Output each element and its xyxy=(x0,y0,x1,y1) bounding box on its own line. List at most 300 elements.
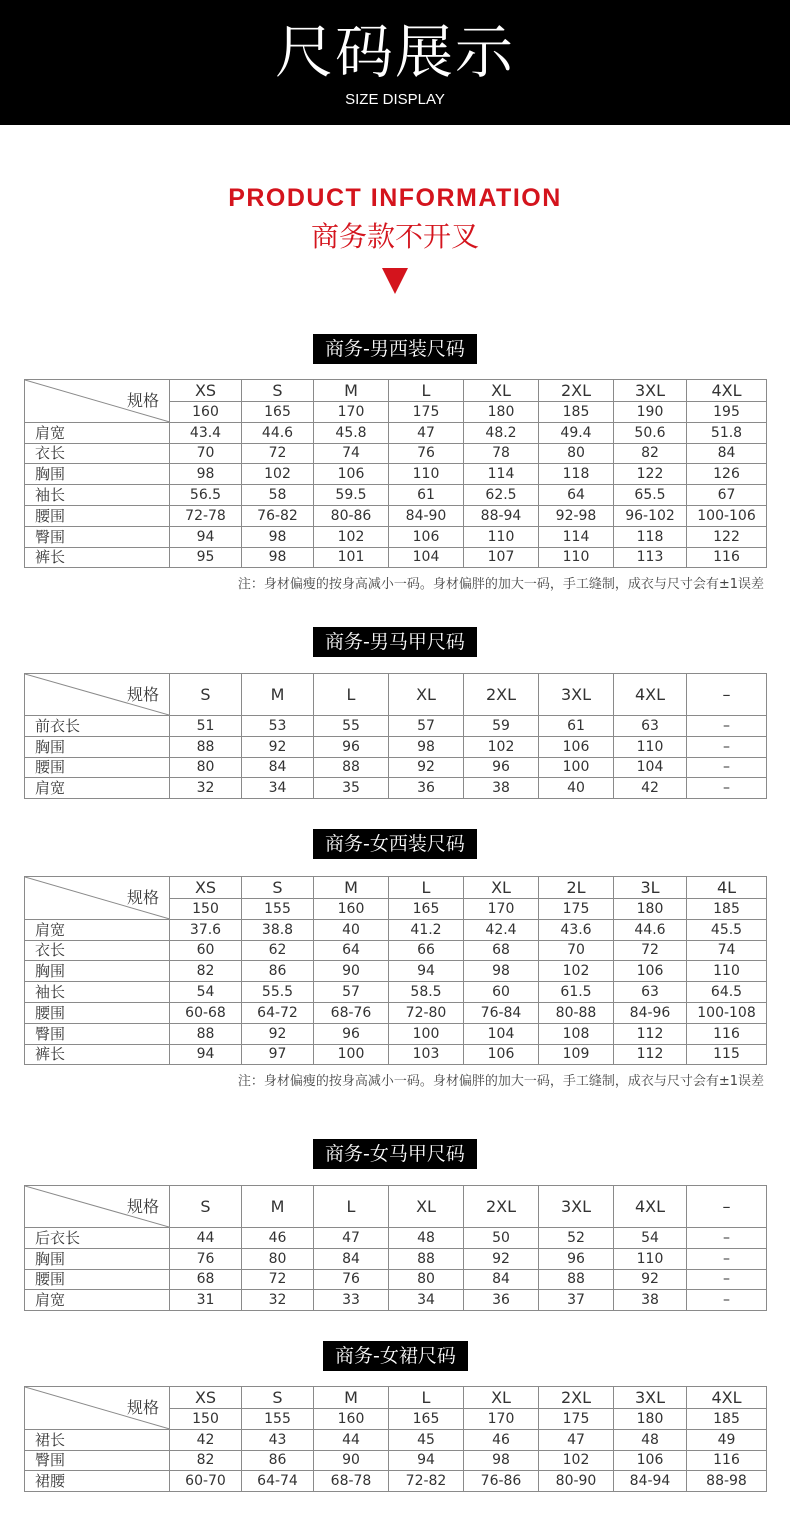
value-cell: 116 xyxy=(687,1450,767,1471)
value-cell: 68 xyxy=(170,1269,242,1290)
spec-label: 规格 xyxy=(126,887,159,907)
height-cell: 160 xyxy=(170,402,242,423)
size-cell: XS xyxy=(170,1387,242,1409)
value-cell: – xyxy=(687,1290,767,1311)
value-cell: 126 xyxy=(687,464,767,485)
row-label: 腰围 xyxy=(25,757,170,778)
value-cell: 100-108 xyxy=(687,1002,767,1023)
value-cell: 102 xyxy=(242,464,314,485)
spec-corner-cell xyxy=(25,1186,170,1228)
value-cell: 92 xyxy=(389,757,464,778)
value-cell: 65.5 xyxy=(614,485,687,506)
size-cell: 3XL xyxy=(539,1186,614,1228)
size-cell: M xyxy=(242,674,314,716)
value-cell: 56.5 xyxy=(170,485,242,506)
row-label: 臀围 xyxy=(25,526,170,547)
value-cell: 54 xyxy=(614,1228,687,1249)
value-cell: 92 xyxy=(464,1248,539,1269)
product-information-heading: PRODUCT INFORMATION xyxy=(228,184,562,212)
value-cell: 40 xyxy=(314,919,389,940)
value-cell: 76-84 xyxy=(464,1002,539,1023)
value-cell: 104 xyxy=(614,757,687,778)
table-row xyxy=(25,736,767,757)
height-cell: 185 xyxy=(539,402,614,423)
value-cell: 94 xyxy=(170,526,242,547)
value-cell: 60 xyxy=(170,940,242,961)
value-cell: 114 xyxy=(464,464,539,485)
value-cell: 84-96 xyxy=(614,1002,687,1023)
height-cell: 190 xyxy=(614,402,687,423)
row-label: 胸围 xyxy=(25,1248,170,1269)
table-row xyxy=(25,757,767,778)
row-label: 胸围 xyxy=(25,736,170,757)
value-cell: 90 xyxy=(314,961,389,982)
value-cell: 88 xyxy=(539,1269,614,1290)
size-cell: M xyxy=(314,380,389,402)
row-label: 裤长 xyxy=(25,1044,170,1065)
value-cell: 72 xyxy=(242,1269,314,1290)
table-row xyxy=(25,1248,767,1269)
value-cell: 110 xyxy=(687,961,767,982)
value-cell: 38 xyxy=(614,1290,687,1311)
value-cell: 31 xyxy=(170,1290,242,1311)
row-label: 衣长 xyxy=(25,443,170,464)
value-cell: 116 xyxy=(687,547,767,568)
value-cell: – xyxy=(687,757,767,778)
value-cell: 46 xyxy=(242,1228,314,1249)
value-cell: 106 xyxy=(614,961,687,982)
value-cell: 90 xyxy=(314,1450,389,1471)
value-cell: 110 xyxy=(389,464,464,485)
value-cell: 80 xyxy=(170,757,242,778)
spec-corner-cell xyxy=(25,380,170,423)
table-row xyxy=(25,1471,767,1492)
value-cell: 76-86 xyxy=(464,1471,539,1492)
value-cell: 55.5 xyxy=(242,982,314,1003)
spec-corner-cell xyxy=(25,1387,170,1430)
value-cell: 32 xyxy=(242,1290,314,1311)
value-cell: 84 xyxy=(314,1248,389,1269)
value-cell: 80 xyxy=(539,443,614,464)
spec-label: 规格 xyxy=(126,684,159,704)
value-cell: 88-94 xyxy=(464,505,539,526)
value-cell: 104 xyxy=(389,547,464,568)
value-cell: 44.6 xyxy=(614,919,687,940)
value-cell: 48.2 xyxy=(464,422,539,443)
value-cell: 45.8 xyxy=(314,422,389,443)
size-cell: 2XL xyxy=(464,1186,539,1228)
value-cell: 61 xyxy=(389,485,464,506)
size-cell: M xyxy=(242,1186,314,1228)
size-cell: L xyxy=(389,380,464,402)
value-cell: 49.4 xyxy=(539,422,614,443)
value-cell: 109 xyxy=(539,1044,614,1065)
value-cell: 59 xyxy=(464,716,539,737)
table-row xyxy=(25,961,767,982)
size-cell: 2XL xyxy=(464,674,539,716)
value-cell: 42.4 xyxy=(464,919,539,940)
value-cell: 72-82 xyxy=(389,1471,464,1492)
height-cell: 175 xyxy=(539,899,614,920)
value-cell: 44.6 xyxy=(242,422,314,443)
row-label: 胸围 xyxy=(25,961,170,982)
size-cell: 4XL xyxy=(614,674,687,716)
value-cell: 88 xyxy=(314,757,389,778)
row-label: 前衣长 xyxy=(25,716,170,737)
table-row xyxy=(25,464,767,485)
size-cell: 2XL xyxy=(539,380,614,402)
value-cell: 38.8 xyxy=(242,919,314,940)
value-cell: 88-98 xyxy=(687,1471,767,1492)
value-cell: 80 xyxy=(242,1248,314,1269)
size-cell: 3XL xyxy=(614,380,687,402)
value-cell: 51 xyxy=(170,716,242,737)
table-row xyxy=(25,1450,767,1471)
height-cell: 180 xyxy=(614,899,687,920)
row-label: 胸围 xyxy=(25,464,170,485)
table-row xyxy=(25,1002,767,1023)
value-cell: 48 xyxy=(614,1429,687,1450)
table-row xyxy=(25,1044,767,1065)
height-cell: 165 xyxy=(389,899,464,920)
value-cell: 108 xyxy=(539,1023,614,1044)
value-cell: 112 xyxy=(614,1044,687,1065)
value-cell: 33 xyxy=(314,1290,389,1311)
value-cell: – xyxy=(687,716,767,737)
value-cell: 102 xyxy=(314,526,389,547)
value-cell: 62 xyxy=(242,940,314,961)
value-cell: 37.6 xyxy=(170,919,242,940)
value-cell: 61 xyxy=(539,716,614,737)
height-cell: 155 xyxy=(242,1409,314,1430)
value-cell: 64 xyxy=(539,485,614,506)
size-header-row xyxy=(25,380,767,402)
value-cell: 52 xyxy=(539,1228,614,1249)
row-label: 臀围 xyxy=(25,1450,170,1471)
value-cell: 84-90 xyxy=(389,505,464,526)
value-cell: 70 xyxy=(539,940,614,961)
height-cell: 160 xyxy=(314,899,389,920)
size-cell: 4XL xyxy=(687,380,767,402)
row-label: 腰围 xyxy=(25,505,170,526)
value-cell: 61.5 xyxy=(539,982,614,1003)
table-row xyxy=(25,778,767,799)
row-label: 肩宽 xyxy=(25,1290,170,1311)
value-cell: 42 xyxy=(614,778,687,799)
value-cell: 118 xyxy=(539,464,614,485)
size-cell: 3XL xyxy=(539,674,614,716)
size-cell: S xyxy=(170,674,242,716)
value-cell: 96-102 xyxy=(614,505,687,526)
top-banner xyxy=(0,0,790,125)
size-cell: XL xyxy=(389,674,464,716)
value-cell: 92-98 xyxy=(539,505,614,526)
value-cell: 86 xyxy=(242,1450,314,1471)
value-cell: 96 xyxy=(539,1248,614,1269)
value-cell: 43.4 xyxy=(170,422,242,443)
height-cell: 155 xyxy=(242,899,314,920)
row-label: 腰围 xyxy=(25,1269,170,1290)
value-cell: 84 xyxy=(687,443,767,464)
value-cell: 110 xyxy=(539,547,614,568)
value-cell: 64-74 xyxy=(242,1471,314,1492)
height-cell: 150 xyxy=(170,899,242,920)
value-cell: 100-106 xyxy=(687,505,767,526)
value-cell: 110 xyxy=(614,1248,687,1269)
value-cell: 70 xyxy=(170,443,242,464)
value-cell: 64 xyxy=(314,940,389,961)
value-cell: 43.6 xyxy=(539,919,614,940)
page-title: 尺码展示 xyxy=(274,18,515,86)
value-cell: 58 xyxy=(242,485,314,506)
down-triangle-icon xyxy=(382,268,408,294)
value-cell: 49 xyxy=(687,1429,767,1450)
height-cell: 195 xyxy=(687,402,767,423)
value-cell: 86 xyxy=(242,961,314,982)
value-cell: 118 xyxy=(614,526,687,547)
spec-label: 规格 xyxy=(126,1397,159,1417)
value-cell: – xyxy=(687,1269,767,1290)
row-label: 肩宽 xyxy=(25,422,170,443)
value-cell: 114 xyxy=(539,526,614,547)
section-title: 商务-女马甲尺码 xyxy=(313,1139,477,1169)
value-cell: 110 xyxy=(464,526,539,547)
size-header-row xyxy=(25,1186,767,1228)
value-cell: 46 xyxy=(464,1429,539,1450)
section-title: 商务-男马甲尺码 xyxy=(313,627,477,657)
value-cell: 80-88 xyxy=(539,1002,614,1023)
value-cell: 63 xyxy=(614,982,687,1003)
height-cell: 175 xyxy=(539,1409,614,1430)
value-cell: 103 xyxy=(389,1044,464,1065)
value-cell: 44 xyxy=(170,1228,242,1249)
value-cell: 102 xyxy=(539,961,614,982)
value-cell: 98 xyxy=(242,526,314,547)
size-header-row xyxy=(25,674,767,716)
value-cell: 100 xyxy=(314,1044,389,1065)
value-cell: 100 xyxy=(539,757,614,778)
value-cell: 104 xyxy=(464,1023,539,1044)
value-cell: 106 xyxy=(389,526,464,547)
value-cell: 37 xyxy=(539,1290,614,1311)
size-note: 注：身材偏瘦的按身高减小一码。身材偏胖的加大一码，手工缝制，成衣与尺寸会有±1误差 xyxy=(237,1074,764,1089)
size-cell: 2L xyxy=(539,877,614,899)
value-cell: 98 xyxy=(464,1450,539,1471)
row-label: 后衣长 xyxy=(25,1228,170,1249)
value-cell: 115 xyxy=(687,1044,767,1065)
height-cell: 170 xyxy=(464,899,539,920)
value-cell: 84 xyxy=(242,757,314,778)
row-label: 肩宽 xyxy=(25,778,170,799)
value-cell: 122 xyxy=(687,526,767,547)
value-cell: 80-90 xyxy=(539,1471,614,1492)
value-cell: 38 xyxy=(464,778,539,799)
value-cell: 68-78 xyxy=(314,1471,389,1492)
value-cell: 94 xyxy=(389,961,464,982)
value-cell: 113 xyxy=(614,547,687,568)
value-cell: 48 xyxy=(389,1228,464,1249)
height-cell: 165 xyxy=(242,402,314,423)
value-cell: 92 xyxy=(614,1269,687,1290)
height-cell: 185 xyxy=(687,899,767,920)
value-cell: 106 xyxy=(539,736,614,757)
value-cell: 102 xyxy=(539,1450,614,1471)
value-cell: 72 xyxy=(242,443,314,464)
value-cell: 62.5 xyxy=(464,485,539,506)
value-cell: 55 xyxy=(314,716,389,737)
value-cell: 76 xyxy=(389,443,464,464)
value-cell: 40 xyxy=(539,778,614,799)
size-cell: S xyxy=(242,380,314,402)
height-cell: 160 xyxy=(314,1409,389,1430)
table-row xyxy=(25,1228,767,1249)
value-cell: 53 xyxy=(242,716,314,737)
size-cell: 4XL xyxy=(687,1387,767,1409)
section-title: 商务-女裙尺码 xyxy=(323,1341,468,1371)
value-cell: 51.8 xyxy=(687,422,767,443)
value-cell: 76 xyxy=(314,1269,389,1290)
height-cell: 175 xyxy=(389,402,464,423)
size-cell: – xyxy=(687,1186,767,1228)
value-cell: 100 xyxy=(389,1023,464,1044)
size-cell: XL xyxy=(464,380,539,402)
value-cell: 44 xyxy=(314,1429,389,1450)
spec-label: 规格 xyxy=(126,390,159,410)
value-cell: 98 xyxy=(242,547,314,568)
size-cell: 4L xyxy=(687,877,767,899)
row-label: 裙腰 xyxy=(25,1471,170,1492)
size-header-row xyxy=(25,877,767,899)
value-cell: 72-80 xyxy=(389,1002,464,1023)
value-cell: 94 xyxy=(389,1450,464,1471)
value-cell: 47 xyxy=(314,1228,389,1249)
height-cell: 170 xyxy=(314,402,389,423)
value-cell: 102 xyxy=(464,736,539,757)
height-cell: 180 xyxy=(614,1409,687,1430)
size-table xyxy=(24,673,767,799)
value-cell: 60-70 xyxy=(170,1471,242,1492)
value-cell: 45 xyxy=(389,1429,464,1450)
value-cell: 66 xyxy=(389,940,464,961)
row-label: 臀围 xyxy=(25,1023,170,1044)
value-cell: – xyxy=(687,778,767,799)
spec-label: 规格 xyxy=(126,1196,159,1216)
value-cell: 116 xyxy=(687,1023,767,1044)
value-cell: 64.5 xyxy=(687,982,767,1003)
size-cell: S xyxy=(170,1186,242,1228)
page-subtitle: SIZE DISPLAY xyxy=(345,91,445,108)
value-cell: 110 xyxy=(614,736,687,757)
value-cell: – xyxy=(687,1228,767,1249)
table-row xyxy=(25,982,767,1003)
value-cell: 74 xyxy=(314,443,389,464)
size-cell: 2XL xyxy=(539,1387,614,1409)
table-row xyxy=(25,1429,767,1450)
value-cell: 78 xyxy=(464,443,539,464)
value-cell: 96 xyxy=(314,1023,389,1044)
value-cell: 60 xyxy=(464,982,539,1003)
spec-corner-cell xyxy=(25,674,170,716)
value-cell: 112 xyxy=(614,1023,687,1044)
value-cell: 76-82 xyxy=(242,505,314,526)
size-cell: XS xyxy=(170,380,242,402)
value-cell: 50.6 xyxy=(614,422,687,443)
value-cell: 43 xyxy=(242,1429,314,1450)
value-cell: 84 xyxy=(464,1269,539,1290)
size-cell: 4XL xyxy=(614,1186,687,1228)
value-cell: 92 xyxy=(242,1023,314,1044)
value-cell: 45.5 xyxy=(687,919,767,940)
value-cell: 54 xyxy=(170,982,242,1003)
size-cell: L xyxy=(389,877,464,899)
value-cell: – xyxy=(687,736,767,757)
section-title: 商务-女西装尺码 xyxy=(313,829,477,859)
value-cell: 35 xyxy=(314,778,389,799)
value-cell: 47 xyxy=(389,422,464,443)
table-row xyxy=(25,1269,767,1290)
row-label: 袖长 xyxy=(25,485,170,506)
value-cell: 106 xyxy=(614,1450,687,1471)
value-cell: 98 xyxy=(170,464,242,485)
table-row xyxy=(25,485,767,506)
value-cell: 32 xyxy=(170,778,242,799)
table-row xyxy=(25,1023,767,1044)
size-cell: 3XL xyxy=(614,1387,687,1409)
value-cell: 34 xyxy=(389,1290,464,1311)
value-cell: 107 xyxy=(464,547,539,568)
size-cell: XL xyxy=(389,1186,464,1228)
size-cell: L xyxy=(314,1186,389,1228)
value-cell: 72 xyxy=(614,940,687,961)
table-row xyxy=(25,443,767,464)
value-cell: 58.5 xyxy=(389,982,464,1003)
height-cell: 170 xyxy=(464,1409,539,1430)
value-cell: 42 xyxy=(170,1429,242,1450)
value-cell: 50 xyxy=(464,1228,539,1249)
height-cell: 150 xyxy=(170,1409,242,1430)
value-cell: 72-78 xyxy=(170,505,242,526)
table-row xyxy=(25,919,767,940)
value-cell: 34 xyxy=(242,778,314,799)
value-cell: 36 xyxy=(389,778,464,799)
size-cell: L xyxy=(314,674,389,716)
row-label: 衣长 xyxy=(25,940,170,961)
size-cell: XS xyxy=(170,877,242,899)
value-cell: 59.5 xyxy=(314,485,389,506)
value-cell: 98 xyxy=(464,961,539,982)
value-cell: 96 xyxy=(464,757,539,778)
row-label: 裤长 xyxy=(25,547,170,568)
table-row xyxy=(25,547,767,568)
size-cell: 3L xyxy=(614,877,687,899)
value-cell: 92 xyxy=(242,736,314,757)
size-cell: – xyxy=(687,674,767,716)
value-cell: 95 xyxy=(170,547,242,568)
table-row xyxy=(25,1290,767,1311)
height-cell: 165 xyxy=(389,1409,464,1430)
value-cell: 106 xyxy=(464,1044,539,1065)
value-cell: 82 xyxy=(170,961,242,982)
table-row xyxy=(25,505,767,526)
value-cell: 98 xyxy=(389,736,464,757)
value-cell: 122 xyxy=(614,464,687,485)
row-label: 腰围 xyxy=(25,1002,170,1023)
value-cell: 82 xyxy=(614,443,687,464)
value-cell: 106 xyxy=(314,464,389,485)
size-table xyxy=(24,379,767,568)
value-cell: 88 xyxy=(170,1023,242,1044)
value-cell: 84-94 xyxy=(614,1471,687,1492)
